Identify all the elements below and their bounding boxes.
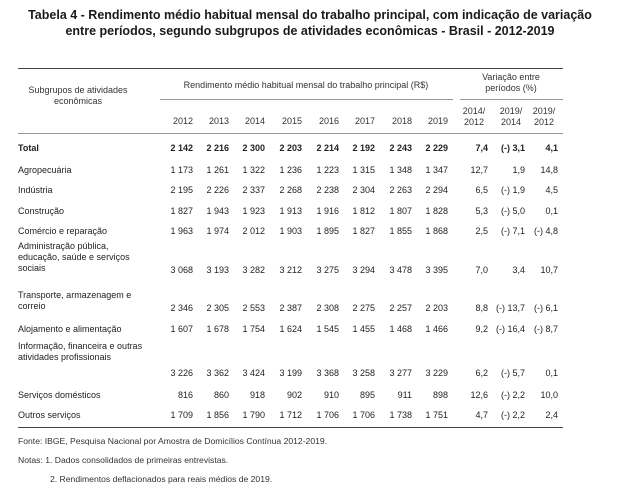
income-cell: 1 624 <box>279 324 302 334</box>
period-header: 2019/ 2014 <box>499 106 523 127</box>
income-cell: 1 712 <box>279 410 302 420</box>
note-1: Notas: 1. Dados consolidados de primeiras entrevistas. <box>18 455 229 465</box>
income-cell: 3 199 <box>279 368 302 378</box>
income-cell: 3 226 <box>170 368 193 378</box>
income-cell: 2 275 <box>352 303 375 313</box>
income-cell: 3 478 <box>389 265 412 275</box>
variation-cell: 8,8 <box>475 303 488 313</box>
income-cell: 1 348 <box>389 165 412 175</box>
variation-cell: 4,7 <box>475 410 488 420</box>
variation-cell: (-) 5,7 <box>500 368 525 378</box>
income-cell: 1 974 <box>206 226 229 236</box>
row-label: Alojamento e alimentação <box>18 324 122 334</box>
income-cell: 2 263 <box>389 185 412 195</box>
row-label: Transporte, armazenagem e correio <box>18 290 132 311</box>
income-cell: 2 243 <box>389 143 412 153</box>
income-cell: 3 277 <box>389 368 412 378</box>
variation-cell: (-) 16,4 <box>495 324 525 334</box>
income-cell: 1 223 <box>316 165 339 175</box>
variation-cell: (-) 1,9 <box>500 185 525 195</box>
table-top-rule <box>18 68 563 69</box>
income-cell: 1 913 <box>279 206 302 216</box>
income-cell: 1 173 <box>170 165 193 175</box>
income-cell: 2 387 <box>279 303 302 313</box>
variation-cell: (-) 8,7 <box>533 324 558 334</box>
income-cell: 2 294 <box>425 185 448 195</box>
row-label: Agropecuária <box>18 165 72 175</box>
income-cell: 1 807 <box>389 206 412 216</box>
variation-cell: (-) 2,2 <box>500 410 525 420</box>
income-cell: 2 012 <box>242 226 265 236</box>
income-cell: 895 <box>359 390 375 400</box>
income-cell: 2 346 <box>170 303 193 313</box>
income-cell: 3 362 <box>206 368 229 378</box>
variation-group-header: Variação entre períodos (%) <box>482 72 540 93</box>
income-group-header: Rendimento médio habitual mensal do trabalho principal (R$) <box>183 80 429 90</box>
income-cell: 1 315 <box>352 165 375 175</box>
income-cell: 1 754 <box>242 324 265 334</box>
year-header: 2015 <box>281 116 302 126</box>
variation-cell: 7,4 <box>475 143 488 153</box>
year-header: 2016 <box>318 116 339 126</box>
income-cell: 1 963 <box>170 226 193 236</box>
income-cell: 1 895 <box>316 226 339 236</box>
income-cell: 1 827 <box>352 226 375 236</box>
income-cell: 1 828 <box>425 206 448 216</box>
period-header: 2014/ 2012 <box>462 106 486 127</box>
variation-cell: 2,4 <box>545 410 558 420</box>
income-cell: 2 203 <box>425 303 448 313</box>
income-cell: 2 553 <box>242 303 265 313</box>
income-cell: 2 195 <box>170 185 193 195</box>
income-cell: 3 193 <box>206 265 229 275</box>
year-header: 2017 <box>354 116 375 126</box>
income-cell: 902 <box>286 390 302 400</box>
income-cell: 1 466 <box>425 324 448 334</box>
income-cell: 2 142 <box>170 143 193 153</box>
income-cell: 2 216 <box>206 143 229 153</box>
income-cell: 3 212 <box>279 265 302 275</box>
income-cell: 1 916 <box>316 206 339 216</box>
income-cell: 2 226 <box>206 185 229 195</box>
variation-cell: 4,5 <box>545 185 558 195</box>
income-cell: 1 903 <box>279 226 302 236</box>
income-cell: 2 192 <box>352 143 375 153</box>
variation-cell: 0,1 <box>545 368 558 378</box>
income-cell: 2 304 <box>352 185 375 195</box>
year-header: 2018 <box>391 116 412 126</box>
income-cell: 1 855 <box>389 226 412 236</box>
income-cell: 3 282 <box>242 265 265 275</box>
income-cell: 918 <box>249 390 265 400</box>
income-cell: 3 368 <box>316 368 339 378</box>
income-cell: 2 214 <box>316 143 339 153</box>
income-cell: 2 308 <box>316 303 339 313</box>
income-cell: 1 706 <box>316 410 339 420</box>
row-label: Administração pública, educação, saúde e serviços sociais <box>18 241 130 273</box>
variation-cell: 3,4 <box>512 265 525 275</box>
variation-cell: 6,5 <box>475 185 488 195</box>
income-cell: 3 068 <box>170 265 193 275</box>
income-cell: 3 294 <box>352 265 375 275</box>
variation-cell: 0,1 <box>545 206 558 216</box>
variation-cell: 7,0 <box>475 265 488 275</box>
variation-cell: (-) 7,1 <box>500 226 525 236</box>
income-cell: 1 236 <box>279 165 302 175</box>
variation-cell: (-) 3,1 <box>500 143 525 153</box>
income-cell: 1 709 <box>170 410 193 420</box>
income-cell: 1 923 <box>242 206 265 216</box>
income-cell: 1 322 <box>242 165 265 175</box>
income-cell: 1 790 <box>242 410 265 420</box>
income-cell: 1 812 <box>352 206 375 216</box>
income-cell: 2 337 <box>242 185 265 195</box>
header-bottom-rule <box>18 133 563 134</box>
table-title: Tabela 4 - Rendimento médio habitual mensal do trabalho principal, com indicação de variação entre períodos, segundo subgrupos de atividades econômicas - Brasil - 2012-2019 <box>28 8 592 38</box>
row-label: Informação, financeira e outras atividades profissionais <box>18 341 143 362</box>
income-cell: 2 203 <box>279 143 302 153</box>
income-cell: 2 238 <box>316 185 339 195</box>
source-note: Fonte: IBGE, Pesquisa Nacional por Amostra de Domicílios Contínua 2012-2019. <box>18 436 328 446</box>
income-cell: 3 424 <box>242 368 265 378</box>
row-label: Serviços domésticos <box>18 390 101 400</box>
income-cell: 911 <box>397 390 412 400</box>
income-cell: 3 395 <box>425 265 448 275</box>
income-cell: 2 229 <box>425 143 448 153</box>
income-cell: 1 868 <box>425 226 448 236</box>
income-cell: 1 943 <box>206 206 229 216</box>
row-label: Indústria <box>18 185 53 195</box>
variation-cell: (-) 2,2 <box>500 390 525 400</box>
income-cell: 1 261 <box>206 165 229 175</box>
income-cell: 1 545 <box>316 324 339 334</box>
variation-cell: (-) 5,0 <box>500 206 525 216</box>
income-cell: 1 706 <box>352 410 375 420</box>
year-header: 2014 <box>244 116 265 126</box>
variation-cell: 10,7 <box>540 265 558 275</box>
table-bottom-rule <box>18 427 563 428</box>
income-cell: 1 678 <box>206 324 229 334</box>
year-header: 2013 <box>208 116 229 126</box>
income-cell: 816 <box>177 390 193 400</box>
income-cell: 1 751 <box>425 410 448 420</box>
variation-cell: 9,2 <box>475 324 488 334</box>
variation-cell: 14,8 <box>540 165 558 175</box>
year-header: 2019 <box>427 116 448 126</box>
period-header: 2019/ 2012 <box>532 106 556 127</box>
variation-cell: 2,5 <box>475 226 488 236</box>
income-cell: 2 300 <box>242 143 265 153</box>
income-cell: 1 455 <box>352 324 375 334</box>
income-cell: 3 275 <box>316 265 339 275</box>
variation-cell: 10,0 <box>540 390 558 400</box>
note-2: 2. Rendimentos deflacionados para reais médios de 2019. <box>50 474 273 484</box>
variation-cell: 12,7 <box>470 165 488 175</box>
variation-cell: (-) 6,1 <box>533 303 558 313</box>
income-cell: 3 258 <box>352 368 375 378</box>
variation-cell: 6,2 <box>475 368 488 378</box>
variation-cell: 4,1 <box>545 143 558 153</box>
income-cell: 3 229 <box>425 368 448 378</box>
income-cell: 1 607 <box>170 324 193 334</box>
variation-cell: (-) 4,8 <box>533 226 558 236</box>
income-cell: 860 <box>213 390 229 400</box>
row-label: Outros serviços <box>18 410 81 420</box>
income-cell: 1 827 <box>170 206 193 216</box>
income-cell: 910 <box>323 390 339 400</box>
row-label: Total <box>18 143 39 153</box>
year-header: 2012 <box>172 116 193 126</box>
income-cell: 1 738 <box>389 410 412 420</box>
income-cell: 1 347 <box>425 165 448 175</box>
variation-cell: 12,6 <box>470 390 488 400</box>
income-group-underline <box>160 99 453 100</box>
income-cell: 1 468 <box>389 324 412 334</box>
variation-cell: 1,9 <box>512 165 525 175</box>
income-cell: 1 856 <box>206 410 229 420</box>
variation-cell: 5,3 <box>475 206 488 216</box>
income-cell: 2 305 <box>206 303 229 313</box>
row-label: Construção <box>18 206 65 216</box>
income-cell: 2 268 <box>279 185 302 195</box>
stub-header: Subgrupos de atividades econômicas <box>28 85 128 106</box>
income-cell: 2 257 <box>389 303 412 313</box>
variation-group-underline <box>460 99 563 100</box>
row-label: Comércio e reparação <box>18 226 108 236</box>
income-cell: 898 <box>432 390 448 400</box>
variation-cell: (-) 13,7 <box>495 303 525 313</box>
